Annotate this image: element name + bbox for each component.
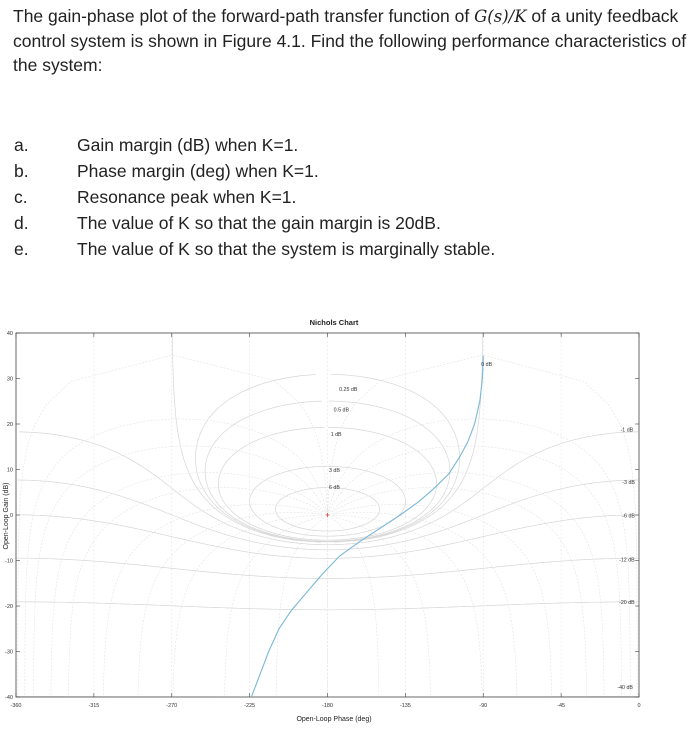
question-letter: e.	[14, 238, 29, 259]
x-tick-label: -90	[479, 703, 488, 709]
phase-locus	[138, 513, 323, 720]
grid-label: 3 dB	[328, 468, 340, 475]
x-tick-label: -135	[399, 703, 411, 709]
x-axis-label: Open-Loop Phase (deg)	[296, 716, 372, 723]
question-text: Resonance peak when K=1.	[77, 186, 297, 207]
question-e	[14, 236, 694, 262]
chart-title: Nichols Chart	[309, 318, 359, 327]
grid-label: 0.25 dB	[339, 386, 358, 393]
grid-label: -3 dB	[622, 480, 635, 487]
phase-locus	[276, 517, 325, 720]
y-tick-label: 40	[6, 331, 13, 337]
y-tick-label: 30	[6, 376, 13, 383]
nichols-chart	[0, 312, 700, 732]
question-letter: b.	[14, 161, 29, 182]
question-letter: d.	[14, 212, 29, 233]
question-text: Phase margin (deg) when K=1.	[77, 161, 319, 182]
y-axis-label: Open-Loop Gain (dB)	[3, 482, 10, 550]
question-text: Gain margin (dB) when K=1.	[77, 135, 299, 156]
question-list	[14, 133, 694, 262]
x-tick-label: -270	[166, 703, 178, 709]
x-tick-label: -315	[88, 703, 100, 709]
grid-labels	[329, 362, 635, 691]
grid-label: 0 dB	[481, 361, 493, 368]
question-d	[14, 210, 694, 236]
grid-label: -12 dB	[619, 557, 635, 564]
question-c	[14, 185, 694, 211]
question-a	[14, 133, 694, 159]
y-tick-label: -40	[5, 695, 13, 701]
problem-intro-start: The gain-phase plot of the forward-path transfer function of	[13, 6, 475, 26]
y-tick-label: 20	[6, 422, 13, 428]
forward-path-curve	[251, 356, 483, 697]
y-tick-label: -10	[5, 558, 13, 565]
axis-ticks	[5, 331, 640, 709]
grid-label: 1 dB	[330, 431, 342, 438]
phase-locus	[51, 473, 326, 720]
question-b	[14, 159, 694, 185]
problem-statement	[13, 4, 697, 77]
phase-locus	[332, 516, 431, 720]
grid-label: -6 dB	[622, 513, 635, 520]
y-tick-label: 10	[6, 467, 13, 474]
grid-label: 6 dB	[328, 485, 340, 492]
grid-label: 0.5 dB	[333, 407, 350, 414]
question-letter: c.	[14, 186, 28, 207]
series-lines	[251, 356, 483, 697]
phase-locus	[333, 515, 483, 720]
phase-locus	[172, 515, 322, 720]
x-tick-label: -45	[557, 703, 566, 709]
phase-locus	[333, 513, 518, 720]
y-tick-label: -20	[5, 604, 13, 610]
y-tick-label: -30	[5, 649, 13, 656]
question-text: The value of K so that the gain margin is 20dB.	[77, 212, 441, 233]
phase-locus	[330, 517, 379, 720]
magnitude-locus	[334, 312, 483, 542]
question-text: The value of K so that the system is marginally stable.	[77, 238, 496, 259]
y-tick-label: 0	[9, 513, 13, 519]
grid-label: -20 dB	[619, 600, 635, 607]
problem-intro-end: of a unity feedback control system is shown in Figure 4.1. Find the following performance characteristics of the system:	[13, 6, 687, 75]
x-tick-label: -180	[321, 703, 334, 709]
phase-locus	[329, 446, 622, 720]
phase-locus	[224, 516, 323, 720]
x-tick-label: -225	[244, 703, 256, 709]
question-letter: a.	[14, 135, 29, 156]
phase-locus	[330, 473, 605, 720]
x-tick-label: -360	[10, 703, 22, 709]
x-tick-label: 0	[637, 703, 641, 709]
transfer-function-expression: G(s)/K	[474, 7, 527, 26]
phase-locus	[33, 446, 326, 720]
grid-label: -40 dB	[617, 684, 633, 691]
grid-label: -1 dB	[620, 427, 634, 434]
magnitude-locus	[172, 312, 321, 542]
